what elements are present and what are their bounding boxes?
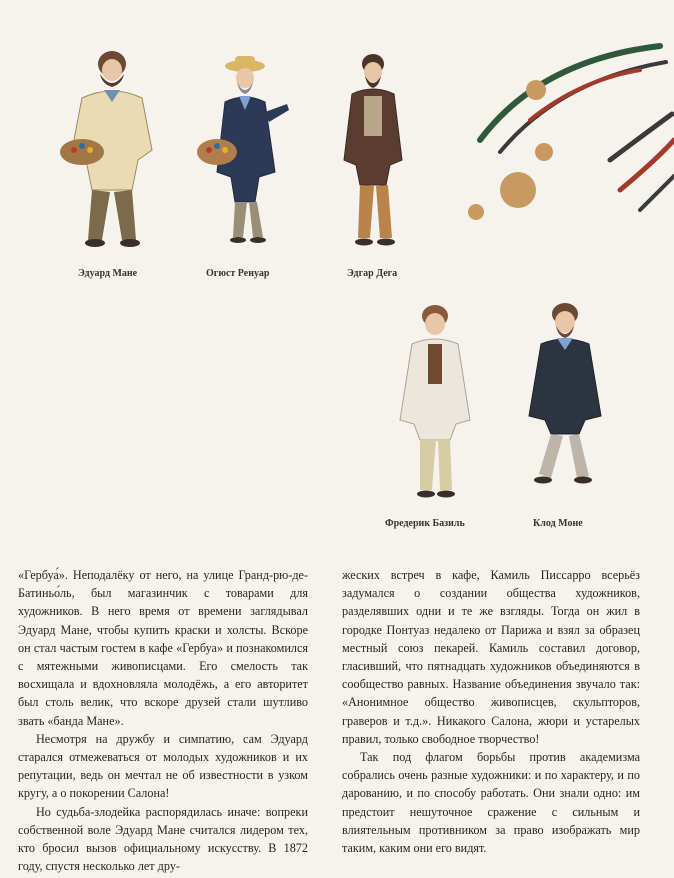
figure-degas bbox=[328, 50, 418, 255]
caption-bazille: Фредерик Базиль bbox=[385, 518, 465, 529]
figure-manet bbox=[52, 40, 172, 255]
right-paragraph-2: Так под флагом борьбы против академизма собрались очень разные художники: и по характеру, и по дарованию, и по способу работать. Они знали одно: им предстоит нешуточное сражение с сильным и влиятельным противником за право изображать мир таким, каким они его видят. bbox=[342, 750, 640, 856]
figure-monet bbox=[515, 298, 615, 498]
left-paragraph-3: Но судьба-злодейка распорядилась иначе: вопреки собственной воле Эдуард Мане считался лидером тех, кто бросил вызов официальному искусству. В 1872 году, спустя несколько лет дру- bbox=[18, 804, 308, 874]
degas-illustration bbox=[328, 50, 418, 255]
caption-manet: Эдуард Мане bbox=[78, 268, 138, 279]
left-paragraph-1: «Гербуа́». Неподалёку от него, на улице Гранд-рю-де-Батиньо́ль, был магазинчик с товарами для художников. В него время от времени заглядывал Эдуард Мане, чтобы купить краски и холсты. Вскоре он стал частым гостем в кафе «Гербуа» и познакомился с мятежными живописцами. Его смелость так восхищала и вдохновляла молодёжь, а его авторитет был столь велик, что вскоре друзей стали шутливо звать «банда Мане». bbox=[18, 568, 308, 728]
caption-monet: Клод Моне bbox=[533, 518, 583, 529]
caption-renoir: Огюст Ренуар bbox=[206, 268, 270, 279]
figure-renoir bbox=[195, 52, 305, 252]
manet-illustration bbox=[52, 40, 172, 255]
right-paragraph-1: жеских встреч в кафе, Камиль Писсарро всерьёз задумался о создании общества художников, разделявших одни и те же взгляды. Тогда он жил в городке Понтуаз недалеко от Парижа и взял за образец местный союз пекарей. Камиль составил договор, гласивший, что пятнадцать художников объединяются в сообщество равных. Название объединения звучало так: «Анонимное общество живописцев, скульпторов, граверов и т.д.». Никакого Салона, жюри и устарелых правил, только свободное творчество! bbox=[342, 568, 640, 746]
left-paragraph-2: Несмотря на дружбу и симпатию, сам Эдуард старался отмежеваться от молодых художников и их репутации, ведь он мечтал не об известности в узком кругу, а о покорении Салона! bbox=[18, 731, 308, 801]
right-column bbox=[342, 566, 640, 857]
caption-degas: Эдгар Дега bbox=[347, 268, 398, 279]
renoir-illustration bbox=[195, 52, 305, 252]
decorative-strokes bbox=[460, 40, 674, 230]
figure-bazille bbox=[390, 300, 480, 505]
left-column bbox=[18, 566, 308, 875]
monet-illustration bbox=[515, 298, 615, 498]
bazille-illustration bbox=[390, 300, 480, 505]
